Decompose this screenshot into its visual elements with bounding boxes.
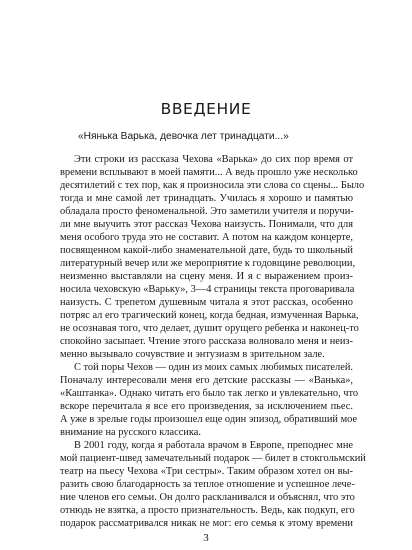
text-line: спокойно засыпает. Чтение этого рассказа волновало меня и неиз- [60, 336, 353, 347]
chapter-heading: ВВЕДЕНИЕ [160, 100, 252, 118]
text-line: не осознавая того, что делает, душит орущего ребенка и наконец-то [60, 323, 359, 334]
text-line: А уже в зрелые годы произошел еще один эпизод, обративший мое [60, 414, 358, 425]
text-line: носила чеховскую «Варьку», 3—4 страницы текста проговаривала [60, 284, 355, 295]
text-line: обладала просто феноменальной. Это заметили учителя и поручи- [60, 206, 354, 217]
text-line: потряс ал его трагический конец, когда бедная, измученная Варька, [60, 310, 359, 321]
text-line: С той поры Чехов — один из моих самых любимых писателей. [74, 362, 353, 373]
text-line: ли мне выучить этот рассказ Чехова наизусть. Понимали, что для [60, 219, 353, 230]
text-line: «Каштанка». Однако читать его было так легко и увлекательно, что [60, 388, 359, 399]
text-line: театр на пьесу Чехова «Три сестры». Таким образом хотел он вы- [60, 466, 353, 477]
epigraph: «Нянька Варька, девочка лет тринадцати...» [78, 131, 289, 142]
text-line: наизусть. С трепетом душевным читала я этот рассказ, особенно [60, 297, 353, 308]
text-line: десятилетий с тех пор, как я произносила эти слова со сцены... Было [60, 180, 365, 191]
text-line: отнюдь не взятка, а просто признательность. Ведь, как подкуп, его [60, 505, 355, 516]
text-line: неизменно выставляли на сцену меня. И я с выражением произ- [60, 271, 353, 282]
text-line: тогда и мне самой лет тринадцать. Училась я хорошо и памятью [60, 193, 353, 204]
text-line: посвященном какой-либо знаменательной дате, будь то школьный [60, 245, 353, 256]
text-line: В 2001 году, когда я работала врачом в Европе, преподнес мне [74, 440, 353, 451]
page-number: 3 [203, 532, 209, 544]
text-line: ние членов его семьи. Он долго раскланивался и объяснял, что это [60, 492, 355, 503]
text-line: Поначалу интересовали меня его детские рассказы — «Ванька», [60, 375, 353, 386]
text-line: времени всплывают в моей памяти... А ведь прошло уже несколько [60, 167, 358, 178]
text-line: менно вызывало сочувствие и энтузиазм в зрительном зале. [60, 349, 325, 360]
text-line: Эти строки из рассказа Чехова «Варька» до сих пор время от [74, 154, 353, 165]
text-line: подарок рассматривался никак не мог: его семья к этому времени [60, 518, 353, 529]
text-line: меня особого труда это не составит. А потом на каждом концерте, [60, 232, 353, 243]
text-line: внимание на русского классика. [60, 427, 201, 438]
text-line: разить свою благодарность за теплое отношение и успешное лече- [60, 479, 355, 490]
text-line: мой пациент-швед замечательный подарок — билет в стокгольмский [60, 453, 366, 464]
text-line: литературный вечер или же мероприятие к годовщине революции, [60, 258, 356, 269]
text-line: вскоре перечитала я все его произведения, за исключением пьес. [60, 401, 353, 412]
